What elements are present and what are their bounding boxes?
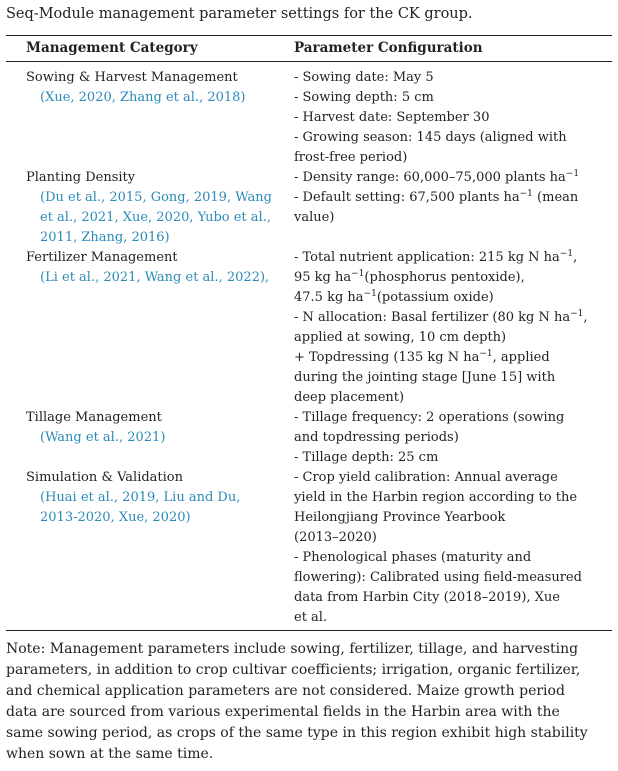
parameter-cell (294, 168, 590, 228)
parameter-line: during the jointing stage [June 15] with (294, 370, 556, 385)
parameter-line: 47.5 kg $ha^{-1}(potassium$ oxide) (294, 289, 494, 305)
category-cell (26, 248, 288, 288)
parameter-line: et al. (294, 610, 328, 625)
note-line: Note: Management parameters include sowing, fertilizer, tillage, and harvesting (6, 641, 579, 657)
header-parameter-configuration: Parameter Configuration (294, 40, 483, 56)
parameter-line: (2013–2020) (294, 530, 377, 545)
category-name: Simulation & Validation (26, 470, 184, 485)
parameter-cell (294, 468, 590, 628)
reference-link[interactable]: 2011, Zhang, 2016) (40, 230, 170, 245)
reference-link[interactable]: (Li et al., 2021, Wang et al., 2022), (40, 270, 270, 285)
parameter-line: data from Harbin City (2018–2019), Xue (294, 590, 560, 605)
category-cell (26, 168, 288, 248)
reference-link[interactable]: 2013-2020, Xue, 2020) (40, 510, 191, 525)
reference-link[interactable]: et al., 2021, Xue, 2020, Yubo et al., (40, 210, 271, 225)
top-rule (6, 35, 612, 36)
parameter-line: - Crop yield calibration: Annual average (294, 470, 558, 485)
parameter-line: applied at sowing, 10 cm depth) (294, 330, 507, 345)
reference-link[interactable]: (Wang et al., 2021) (40, 430, 166, 445)
table-caption: Seq-Module management parameter settings for the CK group. (6, 6, 473, 22)
parameter-cell (294, 248, 590, 408)
parameter-line: - Density range: 60,000–75,000 plants $ha^{-1}$ (294, 169, 580, 185)
category-cell (26, 468, 288, 528)
category-name: Sowing & Harvest Management (26, 70, 238, 85)
parameter-line: - Growing season: 145 days (aligned with (294, 130, 567, 145)
parameter-line: value) (294, 210, 335, 225)
note-line: data are sourced from various experimental fields in the Harbin area with the (6, 704, 560, 720)
parameter-line: - Harvest date: September 30 (294, 110, 490, 125)
category-name: Fertilizer Management (26, 250, 178, 265)
parameter-line: frost-free period) (294, 150, 408, 165)
note-line: when sown at the same time. (6, 746, 214, 762)
parameter-line: - Phenological phases (maturity and (294, 550, 532, 565)
parameter-line: - Sowing depth: 5 cm (294, 90, 434, 105)
parameter-line: deep placement) (294, 390, 405, 405)
parameter-line: - Tillage frequency: 2 operations (sowing (294, 410, 565, 425)
reference-link[interactable]: (Xue, 2020, Zhang et al., 2018) (40, 90, 246, 105)
bottom-rule (6, 630, 612, 631)
parameter-line: - N allocation: Basal fertilizer (80 kg N $ha^{-1}$, (294, 309, 588, 325)
parameter-line: and topdressing periods) (294, 430, 459, 445)
reference-link[interactable]: (Du et al., 2015, Gong, 2019, Wang (40, 190, 272, 205)
parameter-line: - Total nutrient application: 215 kg N $ha^{-1}$, (294, 249, 578, 265)
reference-link[interactable]: (Huai et al., 2019, Liu and Du, (40, 490, 241, 505)
category-cell (26, 68, 288, 108)
category-cell (26, 408, 288, 448)
parameter-line: - Tillage depth: 25 cm (294, 450, 439, 465)
parameter-line: + Topdressing (135 kg N $ha^{-1}$, applied (294, 349, 550, 365)
header-management-category: Management Category (26, 40, 198, 56)
parameter-line: - Default setting: 67,500 plants $ha^{-1}$ (mean (294, 189, 579, 205)
parameter-line: - Sowing date: May 5 (294, 70, 434, 85)
parameter-line: yield in the Harbin region according to the (294, 490, 578, 505)
parameter-line: flowering): Calibrated using field-measured (294, 570, 582, 585)
note-line: and chemical application parameters are not considered. Maize growth period (6, 683, 565, 699)
parameter-cell (294, 68, 590, 168)
note-line: parameters, in addition to crop cultivar coefficients; irrigation, organic fertilizer, (6, 662, 581, 678)
table-note (6, 639, 612, 765)
parameter-cell (294, 408, 590, 468)
parameter-line: 95 kg $ha^{-1}(phosphorus$ pentoxide), (294, 269, 525, 285)
category-name: Planting Density (26, 170, 136, 185)
category-name: Tillage Management (26, 410, 162, 425)
note-line: same sowing period, as crops of the same type in this region exhibit high stability (6, 725, 588, 741)
parameter-line: Heilongjiang Province Yearbook (294, 510, 506, 525)
header-rule (6, 61, 612, 62)
